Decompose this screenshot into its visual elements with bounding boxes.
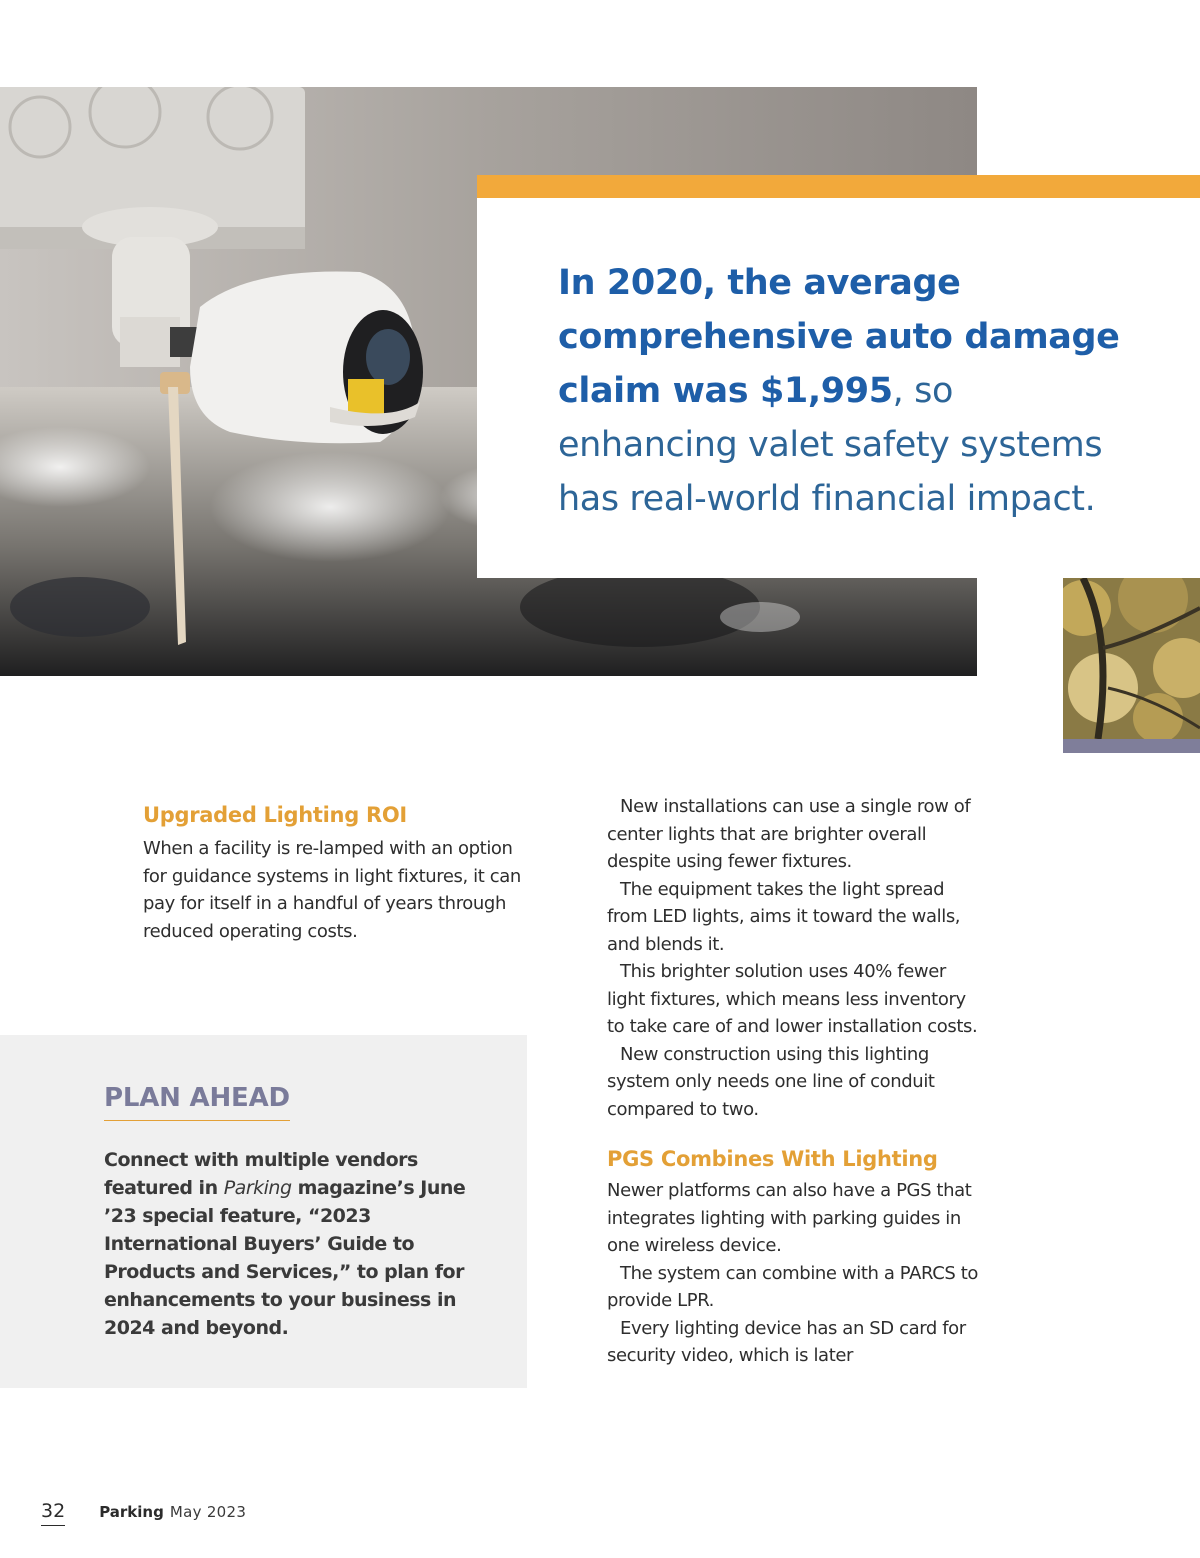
page-footer <box>41 1500 246 1530</box>
tree-photo <box>1063 578 1200 739</box>
tree-illustration <box>1063 578 1200 739</box>
tree-photo-band <box>1063 739 1200 753</box>
page-number: 32 <box>41 1500 65 1526</box>
body-paragraph: Newer platforms can also have a PGS that integrates lighting with parking guides in one wireless device. <box>607 1180 972 1256</box>
body-paragraph: Every lighting device has an SD card for security video, which is later <box>607 1317 966 1366</box>
pull-quote <box>477 198 1200 578</box>
sidebar-text-after: magazine’s June ’23 special feature, “2023 International Buyers’ Guide to Products and Services,” to plan for enhancements to your business in 2024 and beyond. <box>104 1177 466 1339</box>
body-paragraph: When a facility is re-lamped with an option for guidance systems in light fixtures, it can pay for itself in a handful of years through reduced operating costs. <box>143 838 521 942</box>
pull-quote-strong: In 2020, the average comprehensive auto damage claim was $1,995 <box>558 263 1120 411</box>
body-paragraph: New construction using this lighting system only needs one line of conduit compared to two. <box>607 1043 935 1120</box>
section-heading-pgs-lighting: PGS Combines With Lighting <box>607 1147 938 1171</box>
sidebar-title: PLAN AHEAD <box>104 1080 290 1121</box>
plan-ahead-sidebar <box>0 1035 527 1388</box>
pull-quote-text <box>558 256 1140 526</box>
body-paragraph: This brighter solution uses 40% fewer light fixtures, which means less inventory to take care of and lower installation costs. <box>607 961 978 1037</box>
sidebar-text-magazine: Parking <box>223 1177 292 1199</box>
body-paragraph: New installations can use a single row of center lights that are brighter overall despite using fewer fixtures. <box>607 796 971 872</box>
sidebar-text-before: Connect with multiple vendors featured in <box>104 1149 418 1199</box>
body-paragraph: The equipment takes the light spread from LED lights, aims it toward the walls, and blends it. <box>607 878 961 955</box>
publication-name: Parking <box>99 1503 164 1521</box>
pull-quote-accent-bar <box>477 175 1200 198</box>
issue-date: May 2023 <box>169 1503 247 1521</box>
right-column <box>607 793 987 1370</box>
pull-quote-light: , so enhancing valet safety systems has real-world financial impact. <box>558 371 1103 519</box>
sidebar-text <box>104 1146 497 1342</box>
left-column <box>143 800 523 945</box>
section-heading-lighting-roi: Upgraded Lighting ROI <box>143 803 407 827</box>
body-paragraph: The system can combine with a PARCS to provide LPR. <box>607 1262 979 1311</box>
